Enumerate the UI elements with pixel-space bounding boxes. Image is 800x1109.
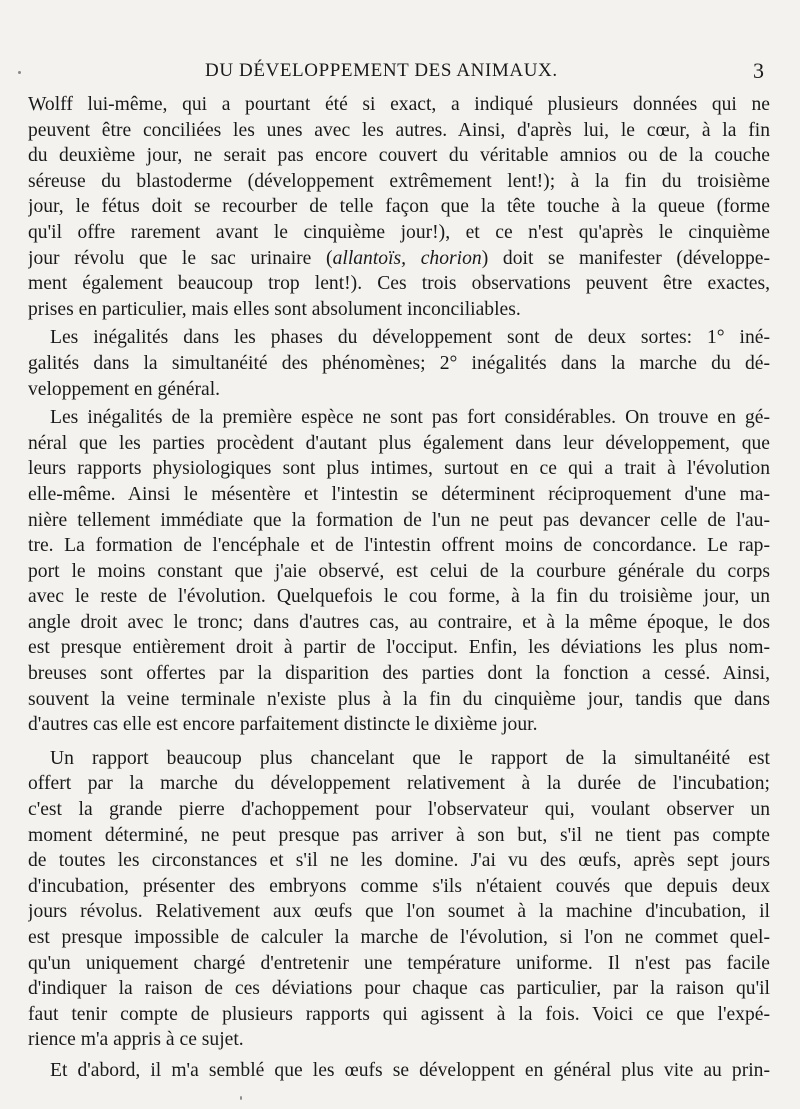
text-line: souvent la veine terminale n'existe plus à la fin du cinquième jour, tandis que dans	[28, 688, 770, 710]
text-line: rience m'a appris à ce sujet.	[28, 1029, 244, 1051]
body-text	[28, 92, 770, 1084]
text-line: Et d'abord, il m'a semblé que les œufs se développent en général plus vite au prin-	[50, 1059, 770, 1081]
text-line: prises en particulier, mais elles sont absolument inconciliables.	[28, 298, 521, 320]
scan-speck	[240, 1096, 242, 1100]
page-number: 3	[753, 58, 764, 83]
text-line: avec le reste de l'évolution. Quelquefois le cou forme, à la fin du troisième jour, un	[28, 586, 770, 608]
text-line: veloppement en général.	[28, 378, 221, 400]
text-line: elle-même. Ainsi le mésentère et l'intestin se déterminent réciproquement d'une ma-	[28, 483, 770, 505]
text-line: néral que les parties procèdent d'autant plus également dans leur développement, que	[28, 432, 770, 454]
text-run: jour révolu que le sac urinaire (	[28, 247, 333, 269]
text-line: est presque entièrement droit à partir de l'occiput. Enfin, les déviations les plus nom-	[28, 637, 770, 659]
text-line: Un rapport beaucoup plus chancelant que le rapport de la simultanéité est	[50, 747, 770, 769]
text-line: ment également beaucoup trop lent!). Ces trois observations peuvent être exactes,	[28, 273, 770, 295]
text-line: galités dans la simultanéité des phénomènes; 2° inégalités dans la marche du dé-	[28, 352, 770, 374]
text-line: breuses sont offertes par la disparition des parties dont la fonction a cessé. Ainsi,	[28, 663, 770, 685]
text-line: d'incubation, présenter des embryons comme s'ils n'étaient couvés que depuis deux	[28, 875, 770, 897]
scan-speck	[18, 71, 21, 74]
text-line: d'indiquer la raison de ces déviations pour chaque cas particulier, par la raison qu'il	[28, 978, 770, 1000]
text-line	[28, 246, 770, 272]
running-head: DU DÉVELOPPEMENT DES ANIMAUX.	[205, 60, 558, 81]
text-line: Les inégalités de la première espèce ne sont pas fort considérables. On trouve en gé-	[50, 407, 770, 429]
text-line: leurs rapports physiologiques sont plus intimes, surtout en ce qui a trait à l'évolution	[28, 458, 770, 480]
text-line: séreuse du blastoderme (développement extrêmement lent!); à la fin du troisième	[28, 170, 770, 192]
text-line: qu'il offre rarement avant le cinquième jour!), et ce n'est qu'après le cinquième	[28, 221, 770, 243]
text-line: faut tenir compte de plusieurs rapports qui agissent à la fois. Voici ce que l'expé-	[28, 1003, 770, 1025]
text-line: tre. La formation de l'encéphale et de l'intestin offrent moins de concordance. Le rap-	[28, 535, 770, 557]
text-run: ) doit se manifester (développe-	[481, 247, 770, 269]
text-line: qu'un uniquement chargé d'entretenir une température uniforme. Il n'est pas facile	[28, 952, 770, 974]
text-line: d'autres cas elle est encore parfaitement distincte le dixième jour.	[28, 714, 538, 736]
text-line: est presque impossible de calculer la marche de l'évolution, si l'on ne commet quel-	[28, 927, 770, 948]
text-line: port le moins constant que j'aie observé, est celui de la courbure générale du corps	[28, 560, 770, 582]
text-line: moment déterminé, ne peut presque pas arriver à son but, s'il ne tient pas compte	[28, 824, 770, 846]
italic-term: allantoïs, chorion	[332, 247, 482, 269]
text-line: de toutes les circonstances et s'il ne les domine. J'ai vu des œufs, après sept jours	[28, 850, 770, 872]
text-line: c'est la grande pierre d'achoppement pour l'observateur qui, voulant observer un	[28, 799, 770, 821]
text-line: jour, le fétus doit se recourber de telle façon que la tête touche à la queue (forme	[28, 196, 770, 218]
text-line: peuvent être conciliées les unes avec les autres. Ainsi, d'après lui, le cœur, à la fin	[28, 119, 770, 141]
text-line: Wolff lui-même, qui a pourtant été si exact, a indiqué plusieurs données qui ne	[28, 94, 770, 115]
text-line: angle droit avec le tronc; dans d'autres cas, au contraire, et à la même époque, le dos	[28, 611, 770, 633]
text-line: offert par la marche du développement relativement à la durée de l'incubation;	[28, 773, 770, 795]
text-line: Les inégalités dans les phases du développement sont de deux sortes: 1° iné-	[50, 327, 770, 349]
text-line: jours révolus. Relativement aux œufs que l'on soumet à la machine d'incubation, il	[28, 901, 770, 923]
text-line: nière tellement immédiate que la formation de l'un ne peut pas devancer celle de l'au-	[28, 509, 770, 531]
text-line: du deuxième jour, ne serait pas encore couvert du véritable amnios ou de la couche	[28, 145, 770, 167]
